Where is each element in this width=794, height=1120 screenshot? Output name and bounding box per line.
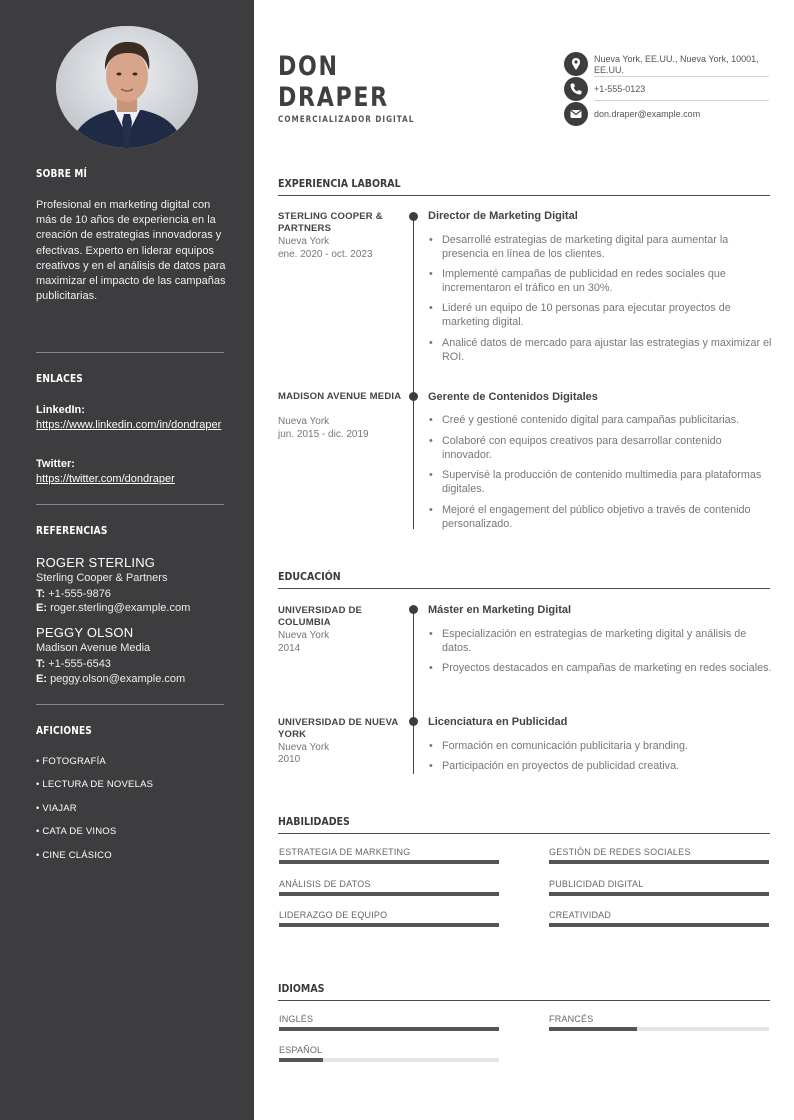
job-role: Gerente de Contenidos Digitales xyxy=(428,391,598,403)
job-location: Nueva York xyxy=(278,416,330,427)
phone-label: T: xyxy=(36,588,46,600)
edu-school: UNIVERSIDAD DE COLUMBIA xyxy=(278,605,363,628)
language-name: ESPAÑOL xyxy=(279,1045,323,1055)
skill-bar-fill xyxy=(279,860,499,864)
job-location: Nueva York xyxy=(278,236,330,247)
job-bullet: • Analicé datos de mercado para ajustar las estrategias y maximizar el ROI. xyxy=(429,336,772,364)
hobby-item: • VIAJAR xyxy=(36,803,77,814)
job-bullet: • Implementé campañas de publicidad en redes sociales que incrementaron el tráfico en un 30%. xyxy=(429,267,772,295)
edu-bullet: • Participación en proyectos de publicidad creativa. xyxy=(429,759,772,773)
profile-photo xyxy=(56,26,198,148)
contact-divider xyxy=(594,76,769,77)
timeline-dot xyxy=(409,717,418,726)
skill-bar xyxy=(549,923,769,927)
job-bullet: • Colaboré con equipos creativos para desarrollar contenido innovador. xyxy=(429,434,772,462)
hobby-item: • FOTOGRAFÍA xyxy=(36,756,106,767)
twitter-label: Twitter: xyxy=(36,458,75,470)
edu-location: Nueva York xyxy=(278,630,330,641)
edu-degree: Máster en Marketing Digital xyxy=(428,604,572,616)
location-icon xyxy=(564,52,588,76)
reference-name: PEGGY OLSON xyxy=(36,625,134,640)
reference-company: Madison Avenue Media xyxy=(36,642,151,654)
job-dates: ene. 2020 - oct. 2023 xyxy=(278,249,373,260)
hobbies-heading: AFICIONES xyxy=(36,725,92,737)
language-bar-fill xyxy=(279,1027,499,1031)
portrait-image xyxy=(56,26,198,148)
timeline-dot xyxy=(409,605,418,614)
skill-bar-fill xyxy=(279,892,499,896)
job-bullet: • Lideré un equipo de 10 personas para ejecutar proyectos de marketing digital. xyxy=(429,301,772,329)
job-bullet: • Desarrollé estrategias de marketing digital para aumentar la presencia en línea de los clientes. xyxy=(429,233,772,261)
section-divider xyxy=(278,1000,770,1001)
job-company: STERLING COOPER & PARTNERS xyxy=(278,211,383,234)
skills-heading: HABILIDADES xyxy=(278,815,350,828)
references-heading: REFERENCIAS xyxy=(36,525,108,537)
about-heading: SOBRE MÍ xyxy=(36,168,88,180)
edu-location: Nueva York xyxy=(278,742,330,753)
job-bullet: • Mejoré el engagement del público objetivo a través de contenido personalizado. xyxy=(429,503,772,531)
languages-heading: IDIOMAS xyxy=(278,982,325,995)
reference-name: ROGER STERLING xyxy=(36,555,156,570)
skill-name: PUBLICIDAD DIGITAL xyxy=(549,879,644,889)
contact-divider xyxy=(594,100,769,101)
job-dates: jun. 2015 - dic. 2019 xyxy=(278,429,369,440)
first-name: DON xyxy=(278,51,339,82)
skill-bar-fill xyxy=(549,860,769,864)
skill-name: ESTRATEGIA DE MARKETING xyxy=(279,847,411,857)
education-heading: EDUCACIÓN xyxy=(278,570,341,583)
contact-email: don.draper@example.com xyxy=(594,109,701,119)
reference-phone xyxy=(36,658,111,670)
job-title: COMERCIALIZADOR DIGITAL xyxy=(278,115,415,125)
reference-email-value: peggy.olson@example.com xyxy=(50,673,186,685)
edu-bullet: • Especialización en estrategias de marketing digital y análisis de datos. xyxy=(429,627,772,655)
phone-label: T: xyxy=(36,658,46,670)
timeline-line xyxy=(413,215,414,529)
section-divider xyxy=(278,195,770,196)
section-divider xyxy=(278,833,770,834)
language-bar-fill xyxy=(549,1027,637,1031)
edu-bullet: • Proyectos destacados en campañas de marketing en redes sociales. xyxy=(429,661,772,675)
reference-phone-value: +1-555-6543 xyxy=(48,658,111,670)
skill-bar xyxy=(549,892,769,896)
hobby-item: • CATA DE VINOS xyxy=(36,826,117,837)
language-bar xyxy=(279,1058,499,1062)
reference-email-value: roger.sterling@example.com xyxy=(50,602,191,614)
skill-name: CREATIVIDAD xyxy=(549,910,612,920)
skill-bar-fill xyxy=(279,923,499,927)
reference-email xyxy=(36,673,185,685)
hobby-item: • LECTURA DE NOVELAS xyxy=(36,779,154,790)
language-bar-fill xyxy=(279,1058,323,1062)
linkedin-link[interactable]: https://www.linkedin.com/in/dondraper xyxy=(36,419,222,431)
edu-bullet: • Formación en comunicación publicitaria y branding. xyxy=(429,739,772,753)
phone-icon xyxy=(564,77,588,101)
sidebar xyxy=(0,0,254,1120)
hobby-item: • CINE CLÁSICO xyxy=(36,850,112,861)
skill-bar xyxy=(279,923,499,927)
skill-bar xyxy=(279,860,499,864)
divider xyxy=(36,504,224,505)
language-bar xyxy=(549,1027,769,1031)
job-role: Director de Marketing Digital xyxy=(428,210,578,222)
job-bullet: • Creé y gestioné contenido digital para campañas publicitarias. xyxy=(429,413,772,427)
skill-name: LIDERAZGO DE EQUIPO xyxy=(279,910,388,920)
email-icon xyxy=(564,102,588,126)
divider xyxy=(36,704,224,705)
section-divider xyxy=(278,588,770,589)
email-label: E: xyxy=(36,602,47,614)
linkedin-label: LinkedIn: xyxy=(36,404,85,416)
contact-phone: +1-555-0123 xyxy=(594,84,646,94)
language-name: INGLÉS xyxy=(279,1014,314,1024)
skill-name: GESTIÓN DE REDES SOCIALES xyxy=(549,847,691,857)
contact-address: Nueva York, EE.UU., Nueva York, 10001, EE.UU. xyxy=(594,54,759,75)
reference-email xyxy=(36,602,190,614)
divider xyxy=(36,352,224,353)
skill-bar xyxy=(549,860,769,864)
twitter-link[interactable]: https://twitter.com/dondraper xyxy=(36,473,175,485)
job-company: MADISON AVENUE MEDIA xyxy=(278,391,402,402)
skill-name: ANÁLISIS DE DATOS xyxy=(279,879,371,889)
last-name: DRAPER xyxy=(278,82,389,113)
edu-school: UNIVERSIDAD DE NUEVA YORK xyxy=(278,717,399,740)
timeline-line xyxy=(413,608,414,774)
language-bar xyxy=(279,1027,499,1031)
edu-year: 2014 xyxy=(278,643,301,654)
reference-phone xyxy=(36,588,111,600)
edu-degree: Licenciatura en Publicidad xyxy=(428,716,568,728)
skill-bar-fill xyxy=(549,892,769,896)
edu-year: 2010 xyxy=(278,754,301,765)
timeline-dot xyxy=(409,392,418,401)
job-bullet: • Supervisé la producción de contenido multimedia para plataformas digitales. xyxy=(429,468,772,496)
language-name: FRANCÉS xyxy=(549,1014,594,1024)
reference-phone-value: +1-555-9876 xyxy=(48,588,111,600)
skill-bar-fill xyxy=(549,923,769,927)
timeline-dot xyxy=(409,212,418,221)
email-label: E: xyxy=(36,673,47,685)
links-heading: ENLACES xyxy=(36,373,83,385)
skill-bar xyxy=(279,892,499,896)
reference-company: Sterling Cooper & Partners xyxy=(36,572,168,584)
about-text: Profesional en marketing digital con más de 10 años de experiencia en la creación de estrategias innovadoras y efectivas. Experto en liderar equipos creativos y en el análisis de datos para maximizar el impacto de las campañas publicitarias. xyxy=(36,199,226,303)
experience-heading: EXPERIENCIA LABORAL xyxy=(278,177,401,190)
